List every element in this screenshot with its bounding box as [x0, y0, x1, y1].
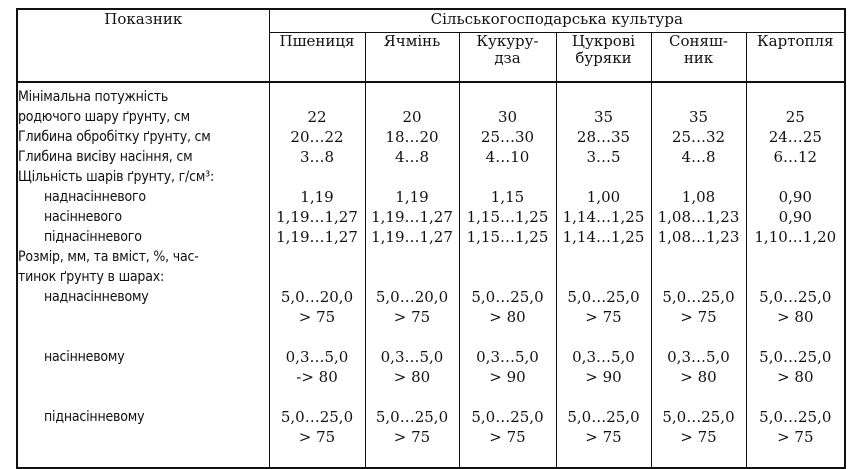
value-line: 1,19	[395, 188, 429, 206]
spacer-line	[557, 87, 651, 107]
value-cell	[366, 407, 459, 467]
value-cell	[366, 287, 459, 347]
value-line: > 75	[298, 428, 336, 446]
value-cell	[652, 207, 746, 227]
value-line: 1,19…1,27	[371, 228, 453, 246]
value-cell	[747, 207, 845, 227]
value-cell	[366, 187, 459, 207]
value-line: 4…8	[394, 148, 430, 166]
value-cell	[557, 247, 651, 287]
value-line: 1,08…1,23	[657, 228, 740, 246]
indicator-label-line: Глибина висіву насіння, см	[18, 149, 193, 165]
crop-header-text: Картопля	[757, 32, 834, 50]
value-cell	[557, 407, 651, 467]
value-cell	[747, 347, 845, 407]
value-cell	[270, 127, 365, 147]
crop-group-header: Сільськогосподарська культура	[269, 9, 845, 33]
value-cell	[652, 407, 746, 467]
crop-header-sugar-beet	[556, 33, 651, 83]
spacer-line	[747, 387, 845, 407]
value-line: 1,14…1,25	[562, 208, 645, 226]
value-cell	[366, 127, 459, 147]
value-line: 0,3…5,0	[476, 348, 539, 366]
value-line: 24…25	[768, 128, 822, 146]
spacer-line	[366, 327, 459, 347]
value-cell	[747, 167, 845, 187]
spacer-line	[652, 387, 746, 407]
value-line: 20	[402, 108, 422, 126]
value-cell	[652, 147, 746, 167]
value-line: 0,3…5,0	[285, 348, 349, 366]
spacer-line	[366, 87, 459, 107]
spacer-line	[747, 87, 845, 107]
indicator-label-line: піднасінневого	[44, 229, 142, 245]
value-column-sugar-beet	[556, 82, 651, 468]
spacer-line	[557, 387, 651, 407]
value-line: 25…32	[671, 128, 726, 146]
value-cell	[557, 207, 651, 227]
spacer-line	[18, 387, 269, 407]
value-line: > 80	[489, 308, 526, 326]
value-cell	[270, 167, 365, 187]
value-cell	[652, 287, 746, 347]
spacer-line	[270, 87, 365, 107]
value-line: 5,0…25,0	[375, 408, 449, 426]
spacer-line	[460, 387, 556, 407]
spacer-line	[18, 327, 269, 347]
spacer-line	[557, 327, 651, 347]
value-line	[652, 167, 746, 187]
value-cell	[557, 167, 651, 187]
value-line: > 80	[680, 368, 717, 386]
value-cell	[747, 87, 845, 127]
indicator-label	[18, 247, 269, 287]
indicator-label	[18, 347, 269, 407]
value-line: > 90	[489, 368, 526, 386]
value-line: 1,08…1,23	[657, 208, 740, 226]
value-column-sunflower	[651, 82, 746, 468]
value-line: 22	[307, 108, 327, 126]
spacer-line	[460, 267, 556, 287]
crop-header-barley	[365, 33, 459, 83]
value-line: 0,90	[778, 188, 812, 206]
value-line: 5,0…20,0	[375, 288, 449, 306]
value-cell	[366, 347, 459, 407]
value-cell	[366, 87, 459, 127]
value-line: 25…30	[480, 128, 535, 146]
value-line: 5,0…25,0	[662, 288, 735, 306]
indicator-label-line: Розмір, мм, та вміст, %, час-	[18, 249, 199, 265]
value-cell	[366, 227, 459, 247]
value-line: 1,14…1,25	[562, 228, 645, 246]
table-body-row	[17, 82, 845, 468]
spacer-line	[270, 447, 365, 467]
value-cell	[460, 147, 556, 167]
value-line: > 75	[680, 308, 717, 326]
value-line	[270, 167, 365, 187]
value-line: 1,19…1,27	[371, 208, 453, 226]
value-line	[747, 167, 845, 187]
value-line: 30	[497, 108, 518, 126]
crop-header-text: буряки	[575, 49, 632, 67]
spacer-line	[652, 327, 746, 347]
value-cell	[652, 347, 746, 407]
value-line	[366, 167, 459, 187]
soil-requirements-table	[16, 8, 846, 469]
indicator-label-line: насінневому	[44, 349, 125, 365]
value-cell	[270, 147, 365, 167]
value-cell	[747, 407, 845, 467]
value-line: 20…22	[290, 128, 344, 146]
indicator-label-line: Глибина обробітку ґрунту, см	[18, 129, 211, 145]
indicator-label	[18, 227, 269, 247]
value-cell	[460, 347, 556, 407]
value-line: 5,0…25,0	[471, 408, 544, 426]
value-cell	[460, 247, 556, 287]
indicator-label-line: насінневого	[44, 209, 122, 225]
indicator-header: Показник	[17, 9, 269, 82]
spacer-line	[270, 267, 365, 287]
value-line: 1,15	[490, 188, 525, 206]
value-line: > 75	[777, 428, 814, 446]
value-line	[747, 247, 845, 267]
value-cell	[557, 227, 651, 247]
spacer-line	[18, 447, 269, 467]
value-cell	[747, 287, 845, 347]
spacer-line	[18, 427, 269, 447]
value-cell	[366, 207, 459, 227]
value-cell	[652, 247, 746, 287]
value-cell	[270, 247, 365, 287]
value-line: 1,00	[586, 188, 621, 206]
value-cell	[270, 187, 365, 207]
value-line: 0,3…5,0	[667, 348, 730, 366]
value-cell	[652, 167, 746, 187]
value-line: 5,0…20,0	[280, 288, 354, 306]
indicator-label-line: наднасінневого	[44, 189, 146, 205]
value-cell	[652, 127, 746, 147]
value-line: 35	[688, 108, 709, 126]
spacer-line	[18, 367, 269, 387]
value-line: 1,08	[681, 188, 716, 206]
crop-header-text: Ячмінь	[383, 32, 441, 50]
value-cell	[366, 147, 459, 167]
crop-header-corn	[459, 33, 556, 83]
value-line: 5,0…25,0	[567, 288, 640, 306]
spacer-line	[366, 267, 459, 287]
spacer-line	[557, 447, 651, 467]
crop-header-text: Кукуру-	[476, 32, 539, 50]
soil-requirements-table-container	[16, 8, 844, 446]
value-line: 5,0…25,0	[759, 408, 832, 426]
value-cell	[460, 207, 556, 227]
value-line	[366, 247, 459, 267]
value-line: 5,0…25,0	[759, 288, 832, 306]
indicator-label-line: наднасінневому	[44, 289, 149, 305]
crop-header-text: дза	[494, 49, 521, 67]
value-line	[557, 167, 651, 187]
value-cell	[652, 187, 746, 207]
value-cell	[270, 347, 365, 407]
crop-header-text: Соняш-	[669, 32, 728, 50]
spacer-line	[747, 327, 845, 347]
value-cell	[652, 87, 746, 127]
spacer-line	[460, 447, 556, 467]
indicator-label	[18, 407, 269, 467]
value-line: 5,0…25,0	[759, 348, 832, 366]
value-line	[460, 167, 556, 187]
value-column-corn	[459, 82, 556, 468]
value-cell	[460, 167, 556, 187]
spacer-line	[270, 327, 365, 347]
value-line: 5,0…25,0	[567, 408, 640, 426]
value-line: > 75	[585, 428, 622, 446]
spacer-line	[460, 327, 556, 347]
crop-header-wheat	[269, 33, 365, 83]
spacer-line	[18, 307, 269, 327]
crop-header-sunflower	[651, 33, 746, 83]
value-line: 1,10…1,20	[754, 228, 837, 246]
value-line: 3…8	[299, 148, 335, 166]
spacer-line	[366, 387, 459, 407]
crop-header-text: ник	[683, 49, 714, 67]
spacer-line	[557, 267, 651, 287]
spacer-line	[747, 267, 845, 287]
value-line: > 75	[585, 308, 622, 326]
value-cell	[460, 87, 556, 127]
value-cell	[460, 127, 556, 147]
value-cell	[460, 187, 556, 207]
value-cell	[366, 247, 459, 287]
value-line: > 75	[680, 428, 717, 446]
crop-header-text: Цукрові	[571, 32, 636, 50]
indicator-label	[18, 87, 269, 127]
value-cell	[460, 287, 556, 347]
indicator-label	[18, 147, 269, 167]
value-line: > 90	[585, 368, 622, 386]
value-line: 35	[593, 108, 614, 126]
value-line: > 75	[489, 428, 526, 446]
value-cell	[747, 187, 845, 207]
value-line: 28…35	[576, 128, 631, 146]
value-line: > 75	[393, 308, 431, 326]
crop-header-text: Пшениця	[279, 32, 355, 50]
spacer-line	[460, 87, 556, 107]
value-cell	[460, 227, 556, 247]
value-line	[652, 247, 746, 267]
indicator-label	[18, 207, 269, 227]
spacer-line	[270, 387, 365, 407]
value-line: 1,15…1,25	[466, 208, 549, 226]
value-line: 6…12	[773, 148, 818, 166]
value-cell	[270, 207, 365, 227]
value-line: 5,0…25,0	[280, 408, 354, 426]
value-line	[270, 247, 365, 267]
value-cell	[366, 167, 459, 187]
value-cell	[557, 347, 651, 407]
value-line: 1,15…1,25	[466, 228, 549, 246]
value-column-barley	[365, 82, 459, 468]
value-line: > 75	[393, 428, 431, 446]
value-cell	[557, 127, 651, 147]
spacer-line	[652, 87, 746, 107]
value-cell	[747, 127, 845, 147]
value-cell	[747, 227, 845, 247]
value-cell	[747, 147, 845, 167]
indicator-label	[18, 287, 269, 347]
value-cell	[557, 187, 651, 207]
value-line: 5,0…25,0	[662, 408, 735, 426]
indicator-label-line: піднасінневому	[44, 409, 145, 425]
indicator-label	[18, 167, 269, 187]
value-line: 18…20	[385, 128, 439, 146]
value-line: 1,19…1,27	[276, 208, 358, 226]
value-line: 0,3…5,0	[380, 348, 444, 366]
value-cell	[557, 87, 651, 127]
indicator-label	[18, 187, 269, 207]
value-cell	[270, 227, 365, 247]
spacer-line	[366, 447, 459, 467]
value-line: > 80	[777, 308, 814, 326]
indicator-label-line: Щільність шарів ґрунту, г/см³:	[18, 169, 215, 185]
spacer-line	[652, 447, 746, 467]
value-line: 0,90	[778, 208, 812, 226]
value-cell	[557, 147, 651, 167]
value-line: -> 80	[296, 368, 338, 386]
value-cell	[270, 287, 365, 347]
indicator-label-line: тинок ґрунту в шарах:	[18, 269, 165, 285]
value-cell	[652, 227, 746, 247]
value-line: 0,3…5,0	[572, 348, 635, 366]
indicator-label-line: Мінімальна потужність	[18, 89, 169, 105]
value-cell	[270, 407, 365, 467]
value-line: > 80	[777, 368, 814, 386]
value-cell	[747, 247, 845, 287]
crop-header-potato	[746, 33, 845, 83]
value-cell	[270, 87, 365, 127]
value-line: > 75	[298, 308, 336, 326]
value-line: 1,19	[300, 188, 334, 206]
value-line	[557, 247, 651, 267]
indicator-label	[18, 127, 269, 147]
value-cell	[460, 407, 556, 467]
spacer-line	[652, 267, 746, 287]
value-line: 1,19…1,27	[276, 228, 358, 246]
value-line: 4…10	[485, 148, 530, 166]
value-line: 3…5	[586, 148, 621, 166]
value-line: 5,0…25,0	[471, 288, 544, 306]
value-line: > 80	[393, 368, 431, 386]
spacer-line	[747, 447, 845, 467]
value-line: 25	[785, 108, 805, 126]
value-column-wheat	[269, 82, 365, 468]
value-line	[460, 247, 556, 267]
indicator-label-line: родючого шару ґрунту, см	[18, 109, 190, 125]
value-column-potato	[746, 82, 845, 468]
value-cell	[557, 287, 651, 347]
indicator-column	[17, 82, 269, 468]
value-line: 4…8	[681, 148, 716, 166]
